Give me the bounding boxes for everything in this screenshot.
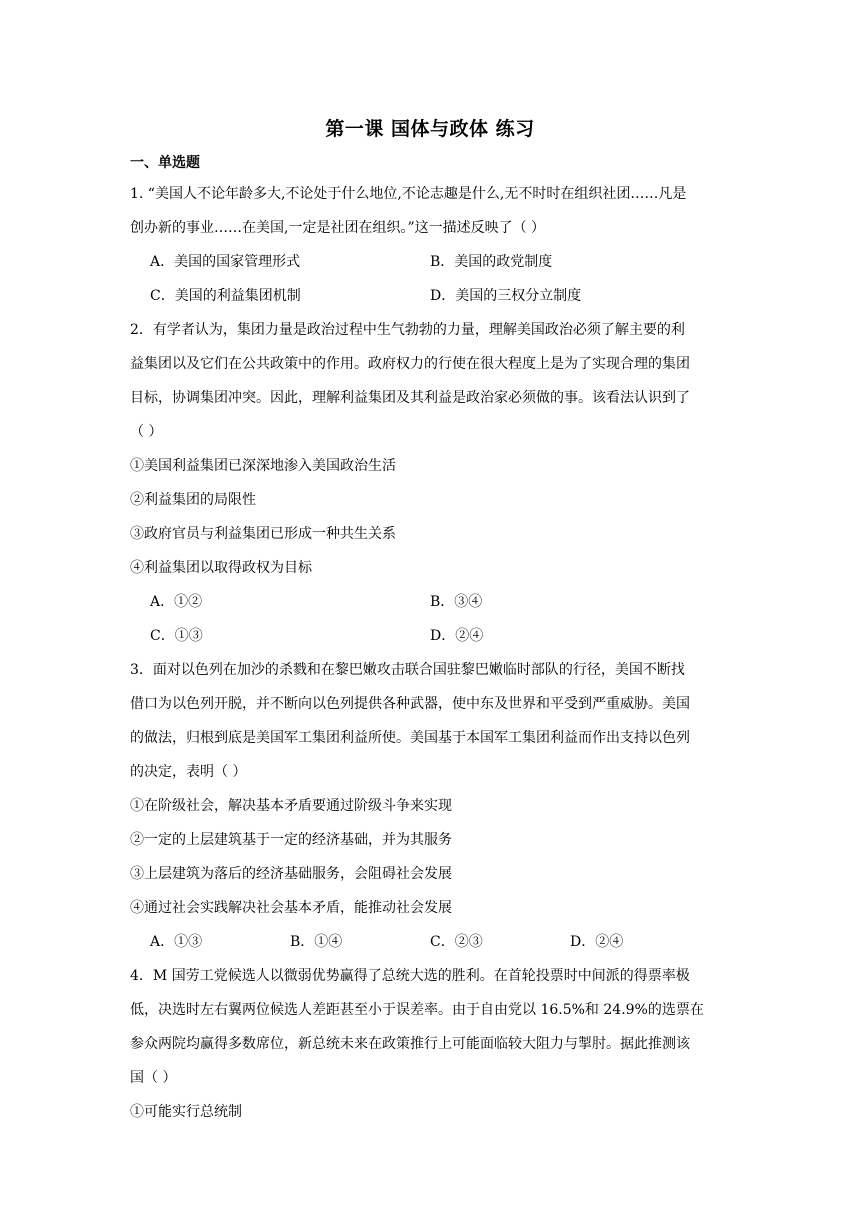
statement-item: ④通过社会实践解决社会基本矛盾，能推动社会发展 — [130, 900, 452, 916]
question-3-stem: 3．面对以色列在加沙的杀戮和在黎巴嫩攻击联合国驻黎巴嫩临时部队的行径，美国不断找 — [130, 662, 685, 678]
statement-item: ④利益集团以取得政权为目标 — [130, 560, 312, 576]
question-3-stem: 的做法，归根到底是美国军工集团利益所使。美国基于本国军工集团利益而作出支持以色列 — [130, 730, 690, 746]
statement-item: ②一定的上层建筑基于一定的经济基础，并为其服务 — [130, 832, 452, 848]
option-b: B．美国的政党制度 — [430, 254, 553, 270]
question-4-stem: 4．M 国劳工党候选人以微弱优势赢得了总统大选的胜利。在首轮投票时中间派的得票率极 — [130, 968, 690, 984]
question-2-stem: 益集团以及它们在公共政策中的作用。政府权力的行使在很大程度上是为了实现合理的集团 — [130, 356, 690, 372]
question-3 — [130, 653, 730, 959]
question-3-stem: 借口为以色列开脱，并不断向以色列提供各种武器，使中东及世界和平受到严重威胁。美国 — [130, 696, 690, 712]
option-c: C．②③ — [430, 934, 483, 950]
option-d: D．②④ — [430, 628, 484, 644]
statement-item: ③上层建筑为落后的经济基础服务，会阻碍社会发展 — [130, 866, 452, 882]
option-a: A．①② — [150, 594, 203, 610]
question-1-options — [130, 245, 730, 279]
question-4-stem: 国（ ） — [130, 1070, 177, 1086]
question-3-stem: 的决定，表明（ ） — [130, 764, 247, 780]
option-a: A．①③ — [150, 934, 203, 950]
option-b: B．③④ — [430, 594, 483, 610]
statement-item: ①美国利益集团已深深地渗入美国政治生活 — [130, 458, 396, 474]
statement-item: ②利益集团的局限性 — [130, 492, 256, 508]
option-c: C．①③ — [150, 628, 203, 644]
question-1-stem: 1. “美国人不论年龄多大,不论处于什么地位,不论志趣是什么,无不时时在组织社团……凡是 — [130, 186, 687, 202]
question-4 — [130, 959, 730, 1129]
question-2 — [130, 313, 730, 653]
option-d: D．美国的三权分立制度 — [430, 288, 582, 304]
option-a: A．美国的国家管理形式 — [150, 254, 301, 270]
question-3-options — [130, 925, 730, 959]
question-2-options — [130, 585, 730, 619]
question-1-stem: 创办新的事业……在美国,一定是社团在组织。”这一描述反映了（ ） — [130, 220, 546, 236]
page-title: 第一课 国体与政体 练习 — [325, 118, 535, 140]
question-4-stem: 参众两院均赢得多数席位，新总统未来在政策推行上可能面临较大阻力与掣肘。据此推测该 — [130, 1036, 690, 1052]
option-b: B．①④ — [290, 934, 343, 950]
option-c: C．美国的利益集团机制 — [150, 288, 301, 304]
option-d: D．②④ — [570, 934, 624, 950]
question-2-options — [130, 619, 730, 653]
statement-item: ①在阶级社会，解决基本矛盾要通过阶级斗争来实现 — [130, 798, 452, 814]
statement-item: ①可能实行总统制 — [130, 1104, 242, 1120]
question-list — [130, 177, 730, 1129]
question-2-stem: （ ） — [130, 424, 163, 440]
section-heading: 一、单选题 — [130, 155, 200, 171]
question-4-stem: 低，决选时左右翼两位候选人差距甚至小于误差率。由于自由党以 16.5%和 24.9%的选票在 — [130, 1002, 704, 1018]
question-1 — [130, 177, 730, 313]
question-1-options — [130, 279, 730, 313]
statement-item: ③政府官员与利益集团已形成一种共生关系 — [130, 526, 396, 542]
question-2-stem: 目标，协调集团冲突。因此，理解利益集团及其利益是政治家必须做的事。该看法认识到了 — [130, 390, 690, 406]
question-2-stem: 2．有学者认为，集团力量是政治过程中生气勃勃的力量，理解美国政治必须了解主要的利 — [130, 322, 685, 338]
